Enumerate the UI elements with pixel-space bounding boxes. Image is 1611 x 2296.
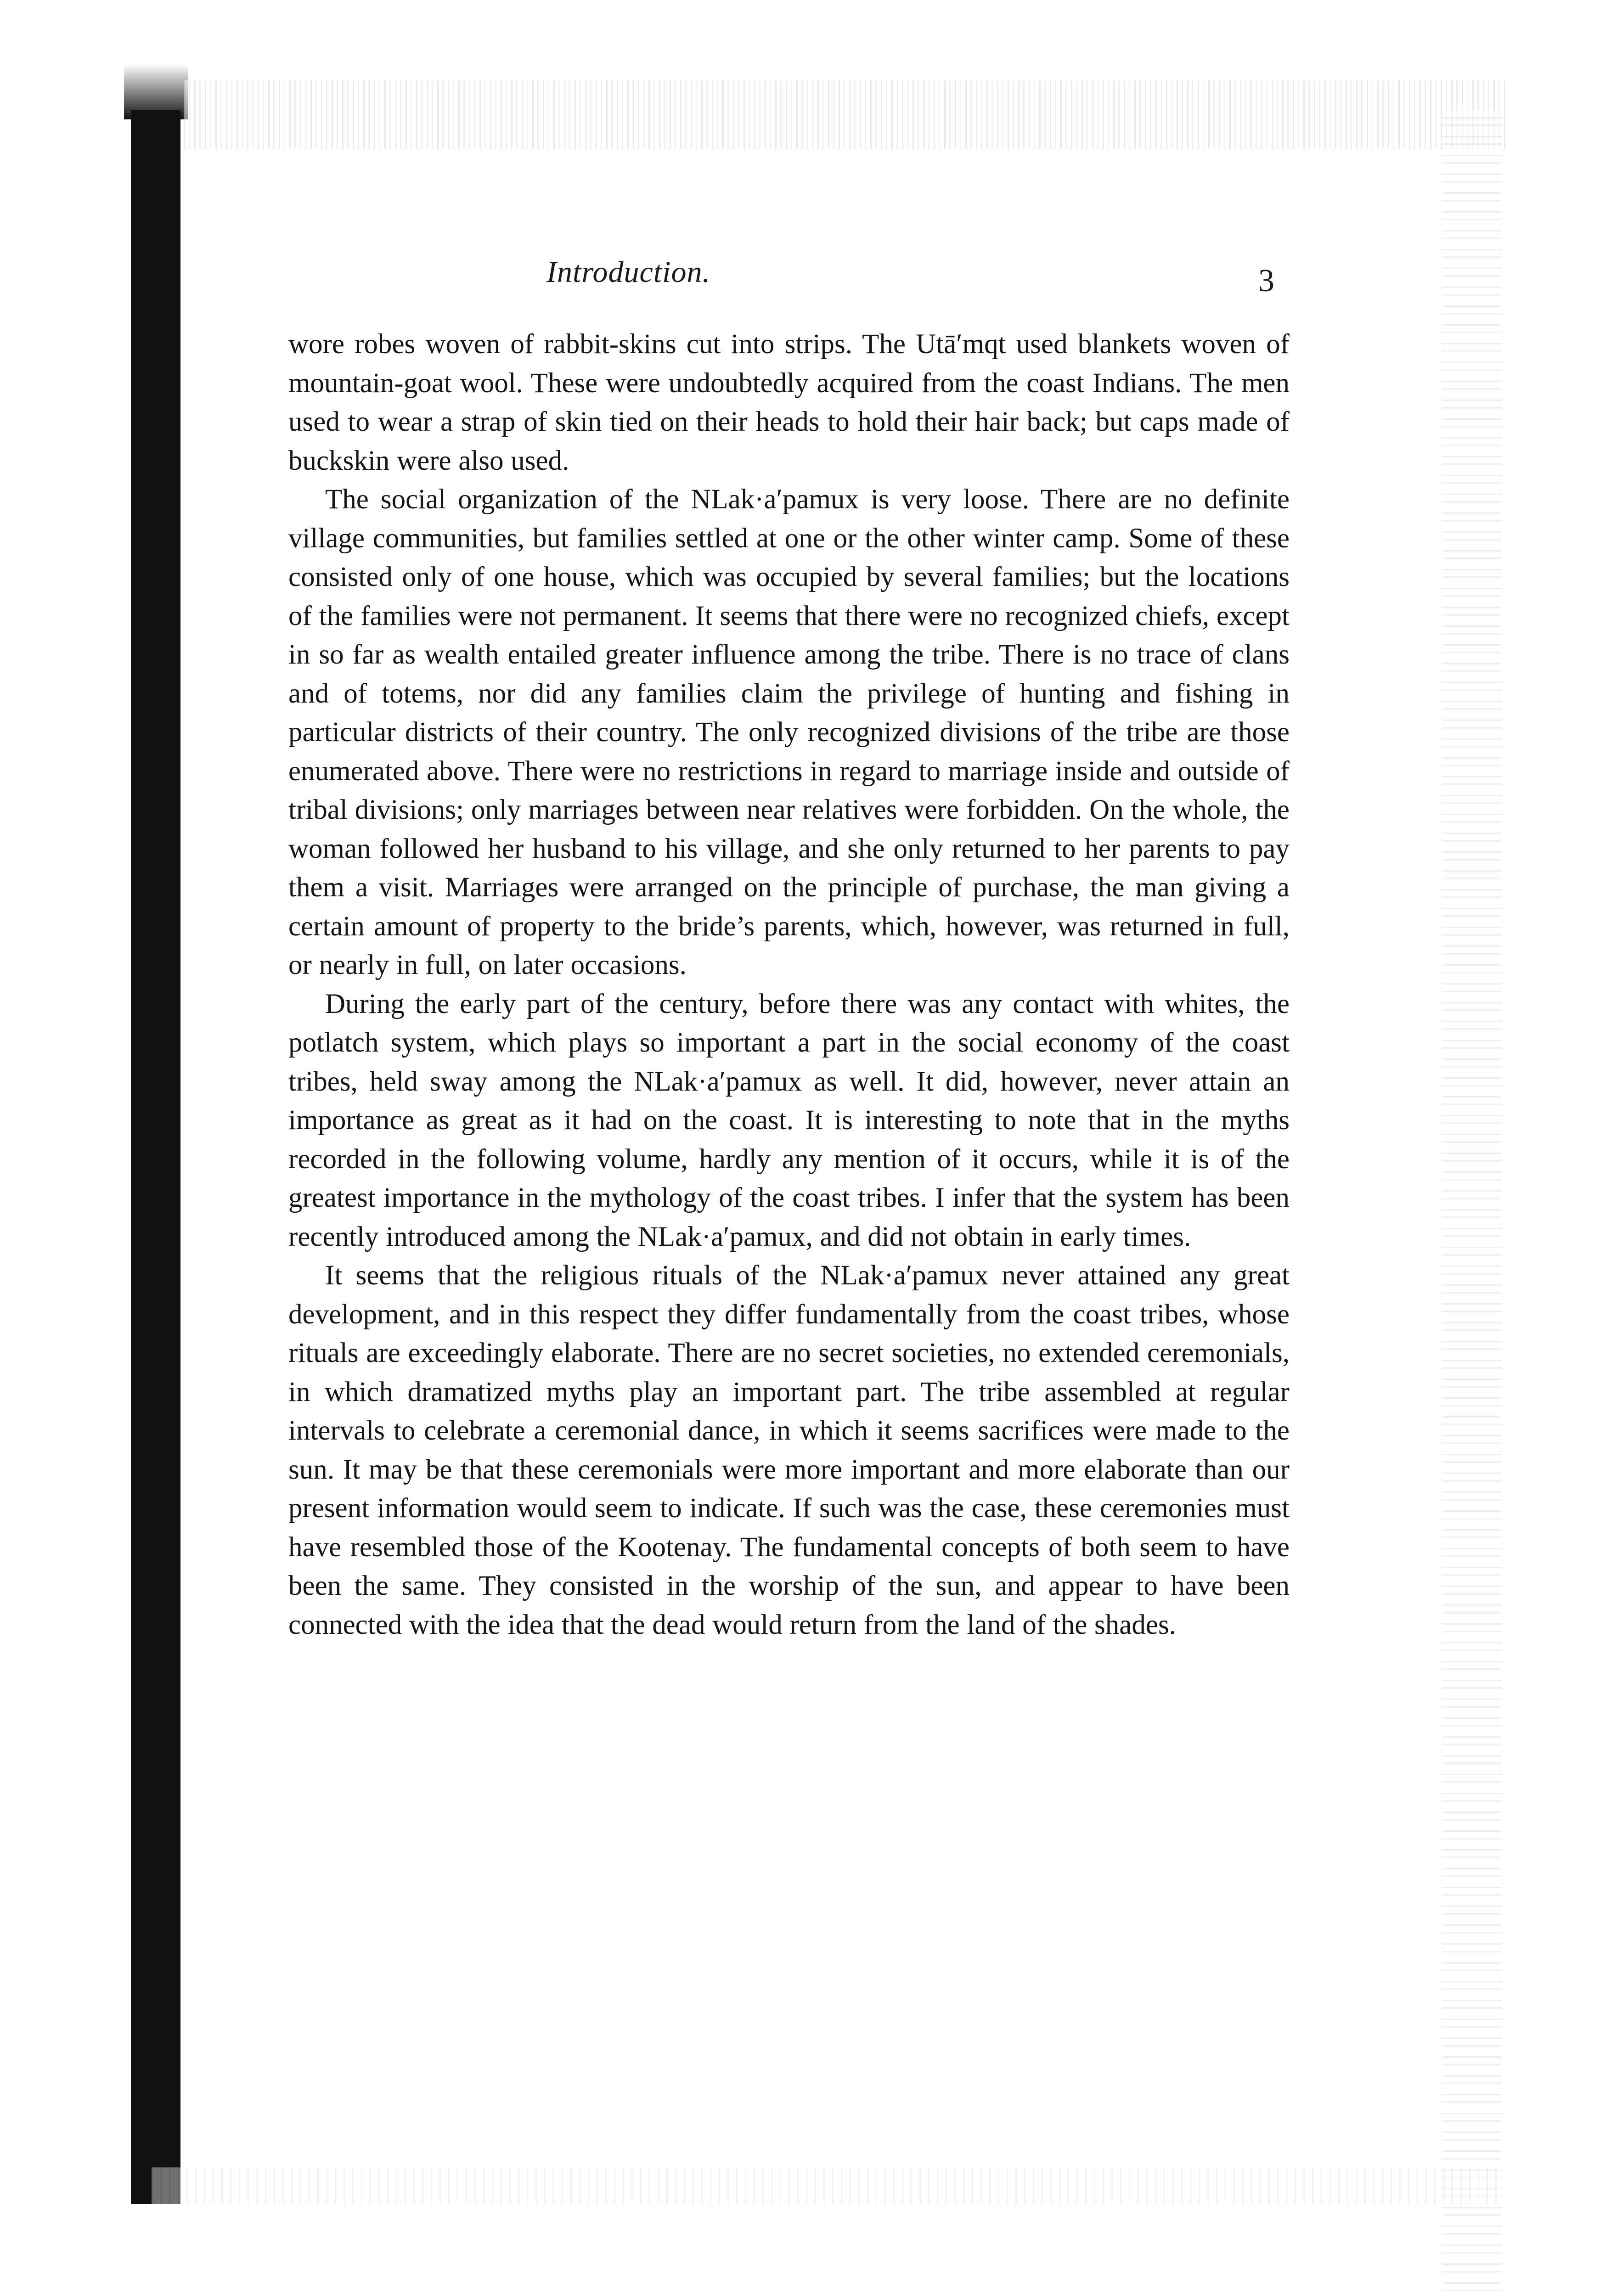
paragraph-1: wore robes woven of rabbit-skins cut into strips. The Utā′mqt used blankets woven of mountain-goat wool. These were undoubtedly acquired from the coast Indians. The men used to wear a strap of skin tied on their heads to hold their hair back; but caps made of buckskin were also used. — [288, 329, 1290, 476]
paragraph-4: It seems that the religious rituals of the NLak·a′pamux never attained any great development, and in this respect they differ fundamentally from the coast tribes, whose rituals are exceedingly elaborate. There are no secret societies, no extended ceremonials, in which dramatized myths play an important part. The tribe assembled at regular intervals to celebrate a ceremonial dance, in which it seems sacrifices were made to the sun. It may be that these ceremonials were more important and more elaborate than our present information would seem to indicate. If such was the case, these ceremonies must have resembled those of the Kootenay. The fundamental concepts of both seem to have been the same. They consisted in the worship of the sun, and appear to have been connected with the idea that the dead would return from the land of the shades. — [288, 1260, 1290, 1640]
page-body — [288, 325, 1290, 1644]
paragraph-2: The social organization of the NLak·a′pamux is very loose. There are no definite village communities, but families settled at one or the other winter camp. Some of these consisted only of one house, which was occupied by several families; but the locations of the families were not permanent. It seems that there were no recognized chiefs, except in so far as wealth entailed greater influence among the tribe. There is no trace of clans and of totems, nor did any families claim the privilege of hunting and fishing in particular districts of their country. The only recognized divisions of the tribe are those enumerated above. There were no restrictions in regard to marriage inside and outside of tribal divisions; only marriages between near relatives were forbidden. On the whole, the woman followed her husband to his village, and she only returned to her parents to pay them a visit. Marriages were arranged on the principle of purchase, the man giving a certain amount of property to the bride’s parents, which, however, was returned in full, or nearly in full, on later occasions. — [288, 484, 1290, 980]
page-number: 3 — [1258, 263, 1274, 298]
scan-noise-top — [184, 80, 1506, 149]
running-title: Introduction. — [546, 255, 711, 289]
scan-noise-right — [1442, 110, 1502, 2291]
book-binding-shadow — [131, 110, 180, 2204]
paragraph-3: During the early part of the century, before there was any contact with whites, the potlatch system, which plays so important a part in the social economy of the coast tribes, held sway among the NLak·a′pamux as well. It did, however, never attain an importance as great as it had on the coast. It is interesting to note that in the myths recorded in the following volume, hardly any mention of it occurs, while it is of the greatest importance in the mythology of the coast tribes. I infer that the system has been recently introduced among the NLak·a′pamux, and did not obtain in early times. — [288, 988, 1290, 1252]
scan-noise-bottom — [152, 2167, 1502, 2204]
